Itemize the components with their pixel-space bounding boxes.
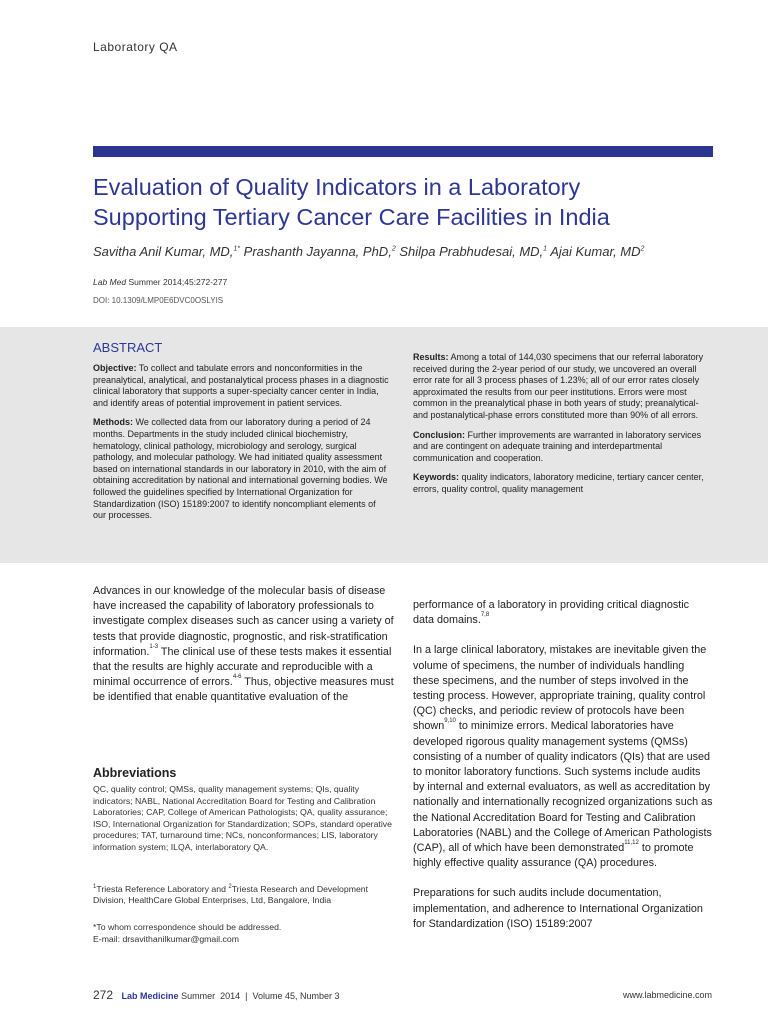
methods-text: We collected data from our laboratory during a period of 24 months. Departments in the study included clinical biochemistry, hematology, clinical pathology, microbiology and serology, surgical pathology, and molecular pathology. We had initiated quality assessment based on international standards in our laboratory in 2010, with the aim of obtaining accreditation by national and international governing bodies. We followed the guidelines specified by International Organization for Standardization (ISO) 15189:2007 to identify noncompliant elements of our processes.: [93, 417, 388, 521]
title-line-1: Evaluation of Quality Indicators in a Laboratory: [93, 174, 581, 200]
objective-text: To collect and tabulate errors and nonconformities in the preanalytical, analytical, and postanalytical process phases in a diagnostic clinical laboratory that supports a super-specialty cancer center in India, and identify areas of potential improvement in patient services.: [93, 363, 389, 408]
author-name: Ajai Kumar, MD: [550, 244, 641, 259]
author-name: Prashanth Jayanna, PhD,: [243, 244, 392, 259]
author-name: Shilpa Prabhudesai, MD,: [399, 244, 544, 259]
body-paragraph: [93, 584, 395, 706]
footer-website-link[interactable]: www.labmedicine.com: [622, 990, 712, 1000]
citation-details: Summer 2014;45:272-277: [128, 277, 228, 287]
author-affiliation-mark: 2: [391, 245, 396, 253]
doi: DOI: 10.1309/LMP0E6DVC0OSLYIS: [93, 296, 224, 305]
objective-label: Objective:: [93, 363, 137, 373]
citation-journal: Lab Med: [93, 277, 127, 287]
citation: [93, 277, 227, 287]
abstract-methods: [93, 417, 389, 521]
body-text: to promote highly effective quality assurance (QA) procedures.: [413, 842, 694, 870]
author-affiliation-mark: 1: [543, 245, 548, 253]
abstract-keywords: [413, 472, 711, 495]
abstract-column-right: [413, 352, 711, 504]
reference-mark: 11,12: [624, 840, 639, 847]
abbreviations-heading: Abbreviations: [93, 766, 177, 780]
article-title: [93, 172, 733, 232]
footer-left: [93, 988, 340, 1002]
reference-mark: 1-3: [149, 643, 159, 650]
body-text: performance of a laboratory in providing critical diagnostic data domains.: [413, 599, 690, 627]
abbreviations-text: QC, quality control; QMSs, quality management systems; QIs, quality indicators; NABL, National Accreditation Board for Testing and Calibration Laboratories; CAP, College of American Pathologists; QA, quality assurance; ISO, International Organization for Standardization; SOPs, standard operative procedures; TAT, turnaround time; NCs, nonconformances; LIS, laboratory information system; ILQA, interlaboratory QA.: [93, 784, 392, 852]
affiliation-mark: 2: [228, 884, 232, 890]
reference-mark: 4-6: [232, 674, 242, 681]
correspondence: [93, 921, 393, 945]
reference-mark: 9,10: [444, 718, 456, 725]
body-text: Thus, objective measures must be identified that enable quantitative evaluation of the: [93, 676, 394, 704]
author-list: [93, 244, 733, 259]
body-text: Preparations for such audits include documentation, implementation, and adherence to International Organization for Standardization (ISO) 15189:2007: [413, 887, 703, 930]
title-line-2: Supporting Tertiary Cancer Care Facilities in India: [93, 204, 610, 230]
body-paragraph: [413, 598, 713, 628]
section-label: Laboratory QA: [93, 40, 178, 54]
conclusion-text: Further improvements are warranted in laboratory services and are contingent on adequate training and interdepartmental communication and cooperation.: [413, 429, 702, 463]
reference-mark: 7,8: [480, 612, 490, 619]
results-label: Results:: [413, 352, 449, 362]
page-number: 272: [93, 988, 114, 1002]
results-text: Among a total of 144,030 specimens that our referral laboratory received during the 2-year period of our study, we uncovered an overall error rate for all 3 process phases of 1.23%; all of our error rates closely approximated the results from our peer institutions. Errors were most common in the preanalytical phase in both years of study; preanalytical- and postanalytical-phase errors constituted more than 90% of all errors.: [413, 352, 704, 420]
body-text: In a large clinical laboratory, mistakes are inevitable given the volume of specimens, the number of individuals handling these specimens, and the number of steps involved in the testing process. However, appropriate training, quality control (QC) checks, and periodic review of protocols have been shown: [413, 644, 707, 733]
affiliations: [93, 882, 393, 907]
author-name: Savitha Anil Kumar, MD,: [93, 244, 234, 259]
footer-journal: Lab Medicine: [121, 991, 179, 1001]
body-paragraph: [413, 643, 713, 871]
correspondence-note: *To whom correspondence should be addressed.: [93, 922, 282, 932]
affiliation-text: Triesta Reference Laboratory and: [96, 883, 229, 894]
keywords-label: Keywords:: [413, 472, 460, 483]
affiliation-text: Triesta Research and Development Division, HealthCare Global Enterprises, Ltd, Bangalore, India: [93, 883, 369, 906]
body-text: to minimize errors. Medical laboratories have developed rigorous quality management systems (QMSs) consisting of a number of quality indicators (QIs) that are used to monitor laboratory functions. Such systems include audits by internal and external evaluators, as well as accreditation by nationally and internationally recognized organizations such as the National Accreditation Board for Testing and Calibration Laboratories (NABL) and the College of American Pathologists (CAP), all of which have been demonstrated: [413, 720, 713, 855]
footer-issue: Summer 2014 | Volume 45, Number 3: [181, 991, 340, 1001]
correspondence-email[interactable]: E-mail: drsavithanilkumar@gmail.com: [93, 934, 239, 944]
header-accent-bar: [93, 146, 713, 157]
body-text: The clinical use of these tests makes it essential that the results are highly accurate and reproducible with a minimal occurrence of errors.: [93, 645, 392, 689]
body-column-left: [93, 584, 395, 721]
abstract-heading: ABSTRACT: [93, 340, 163, 355]
conclusion-label: Conclusion:: [413, 429, 465, 440]
body-column-right: [413, 598, 713, 947]
affiliation-mark: 1: [93, 884, 97, 890]
abstract-objective: [93, 363, 389, 409]
methods-label: Methods:: [93, 417, 133, 428]
keywords-text: quality indicators, laboratory medicine, tertiary cancer center, errors, quality control, quality management: [413, 472, 704, 494]
body-paragraph: [413, 886, 713, 932]
author-affiliation-mark: 2: [640, 245, 645, 253]
author-affiliation-mark: 1*: [233, 245, 241, 253]
body-text: Advances in our knowledge of the molecular basis of disease have increased the capability of laboratory professionals to investigate complex diseases such as cancer using a variety of tests that provide diagnostic, prognostic, and risk-stratification information.: [93, 585, 394, 658]
abstract-results: [413, 352, 711, 422]
abstract-column-left: [93, 363, 389, 530]
abstract-conclusion: [413, 430, 711, 465]
